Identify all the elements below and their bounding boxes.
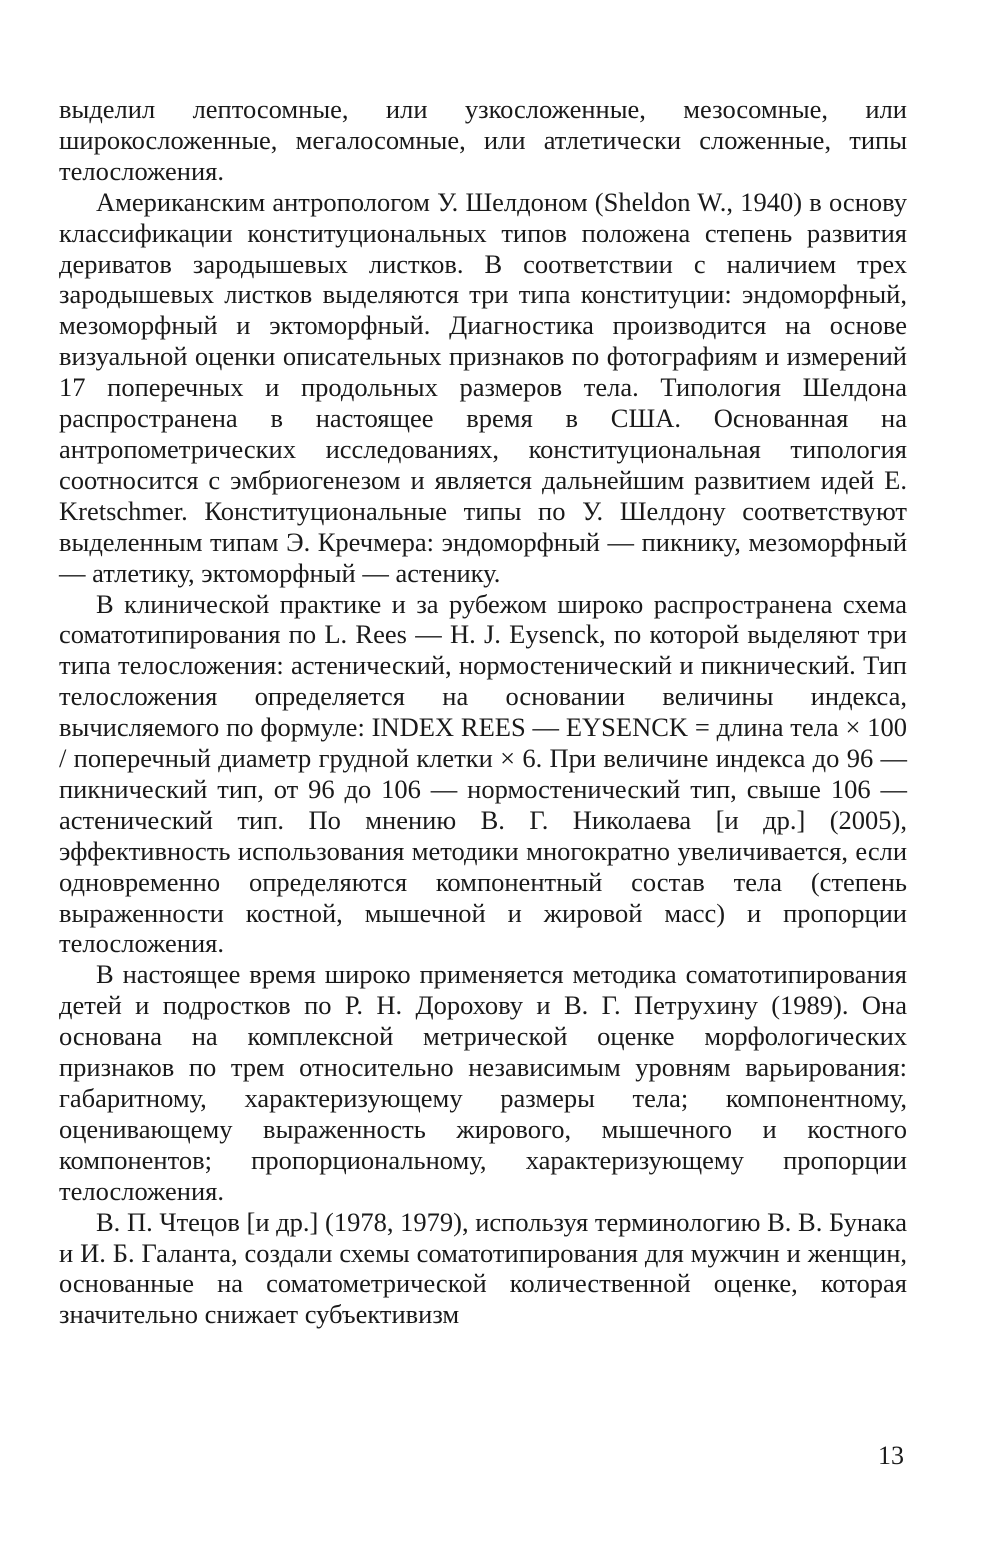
paragraph-2: Американским антропологом У. Шелдоном (Sheldon W., 1940) в основу классификации конституциональных типов положена степень развития дериватов зародышевых листков. В соответствии с наличием трех зародышевых листков выделяются три типа конституции: эндоморфный, мезоморфный и эктоморфный. Диагностика производится на основе визуальной оценки описательных признаков по фотографиям и измерений 17 поперечных и продольных размеров тела. Типология Шелдона распространена в настоящее время в США. Основанная на антропометрических исследованиях, конституциональная типология соотносится с эмбриогенезом и является дальнейшим развитием идей E. Kretschmer. Конституциональные типы по У. Шелдону соответствуют выделенным типам Э. Кречмера: эндоморфный — пикнику, мезоморфный — атлетику, эктоморфный — астенику. xyxy=(59,186,907,588)
paragraph-4: В настоящее время широко применяется методика соматотипирования детей и подростков по Р. Н. Дорохову и В. Г. Петрухину (1989). Она основана на комплексной метрической оценке морфологических признаков по трем относительно независимым уровням варьирования: габаритному, характеризующему размеры тела; компонентному, оценивающему выраженность жирового, мышечного и костного компонентов; пропорциональному, характеризующему пропорции телосложения. xyxy=(59,959,907,1206)
page-body xyxy=(59,94,907,1330)
paragraph-3: В клинической практике и за рубежом широко распространена схема соматотипирования по L. Rees — H. J. Eysenck, по которой выделяют три типа телосложения: астенический, нормостенический и пикнический. Тип телосложения определяется на основании величины индекса, вычисляемого по формуле: INDEX REES — EYSENCK = длина тела × 100 / поперечный диаметр грудной клетки × 6. При величине индекса до 96 — пикнический тип, от 96 до 106 — нормостенический тип, свыше 106 — астенический тип. По мнению В. Г. Николаева [и др.] (2005), эффективность использования методики многократно увеличивается, если одновременно определяются компонентный состав тела (степень выраженности костной, мышечной и жировой масс) и пропорции телосложения. xyxy=(59,588,907,959)
page-number: 13 xyxy=(878,1441,904,1470)
paragraph-5: В. П. Чтецов [и др.] (1978, 1979), используя терминологию В. В. Бунака и И. Б. Галанта, создали схемы соматотипирования для мужчин и женщин, основанные на соматометрической количественной оценке, которая значительно снижает субъективизм xyxy=(59,1206,907,1330)
paragraph-1: выделил лептосомные, или узкосложенные, мезосомные, или широкосложенные, мегалосомные, или атлетически сложенные, типы телосложения. xyxy=(59,94,907,186)
